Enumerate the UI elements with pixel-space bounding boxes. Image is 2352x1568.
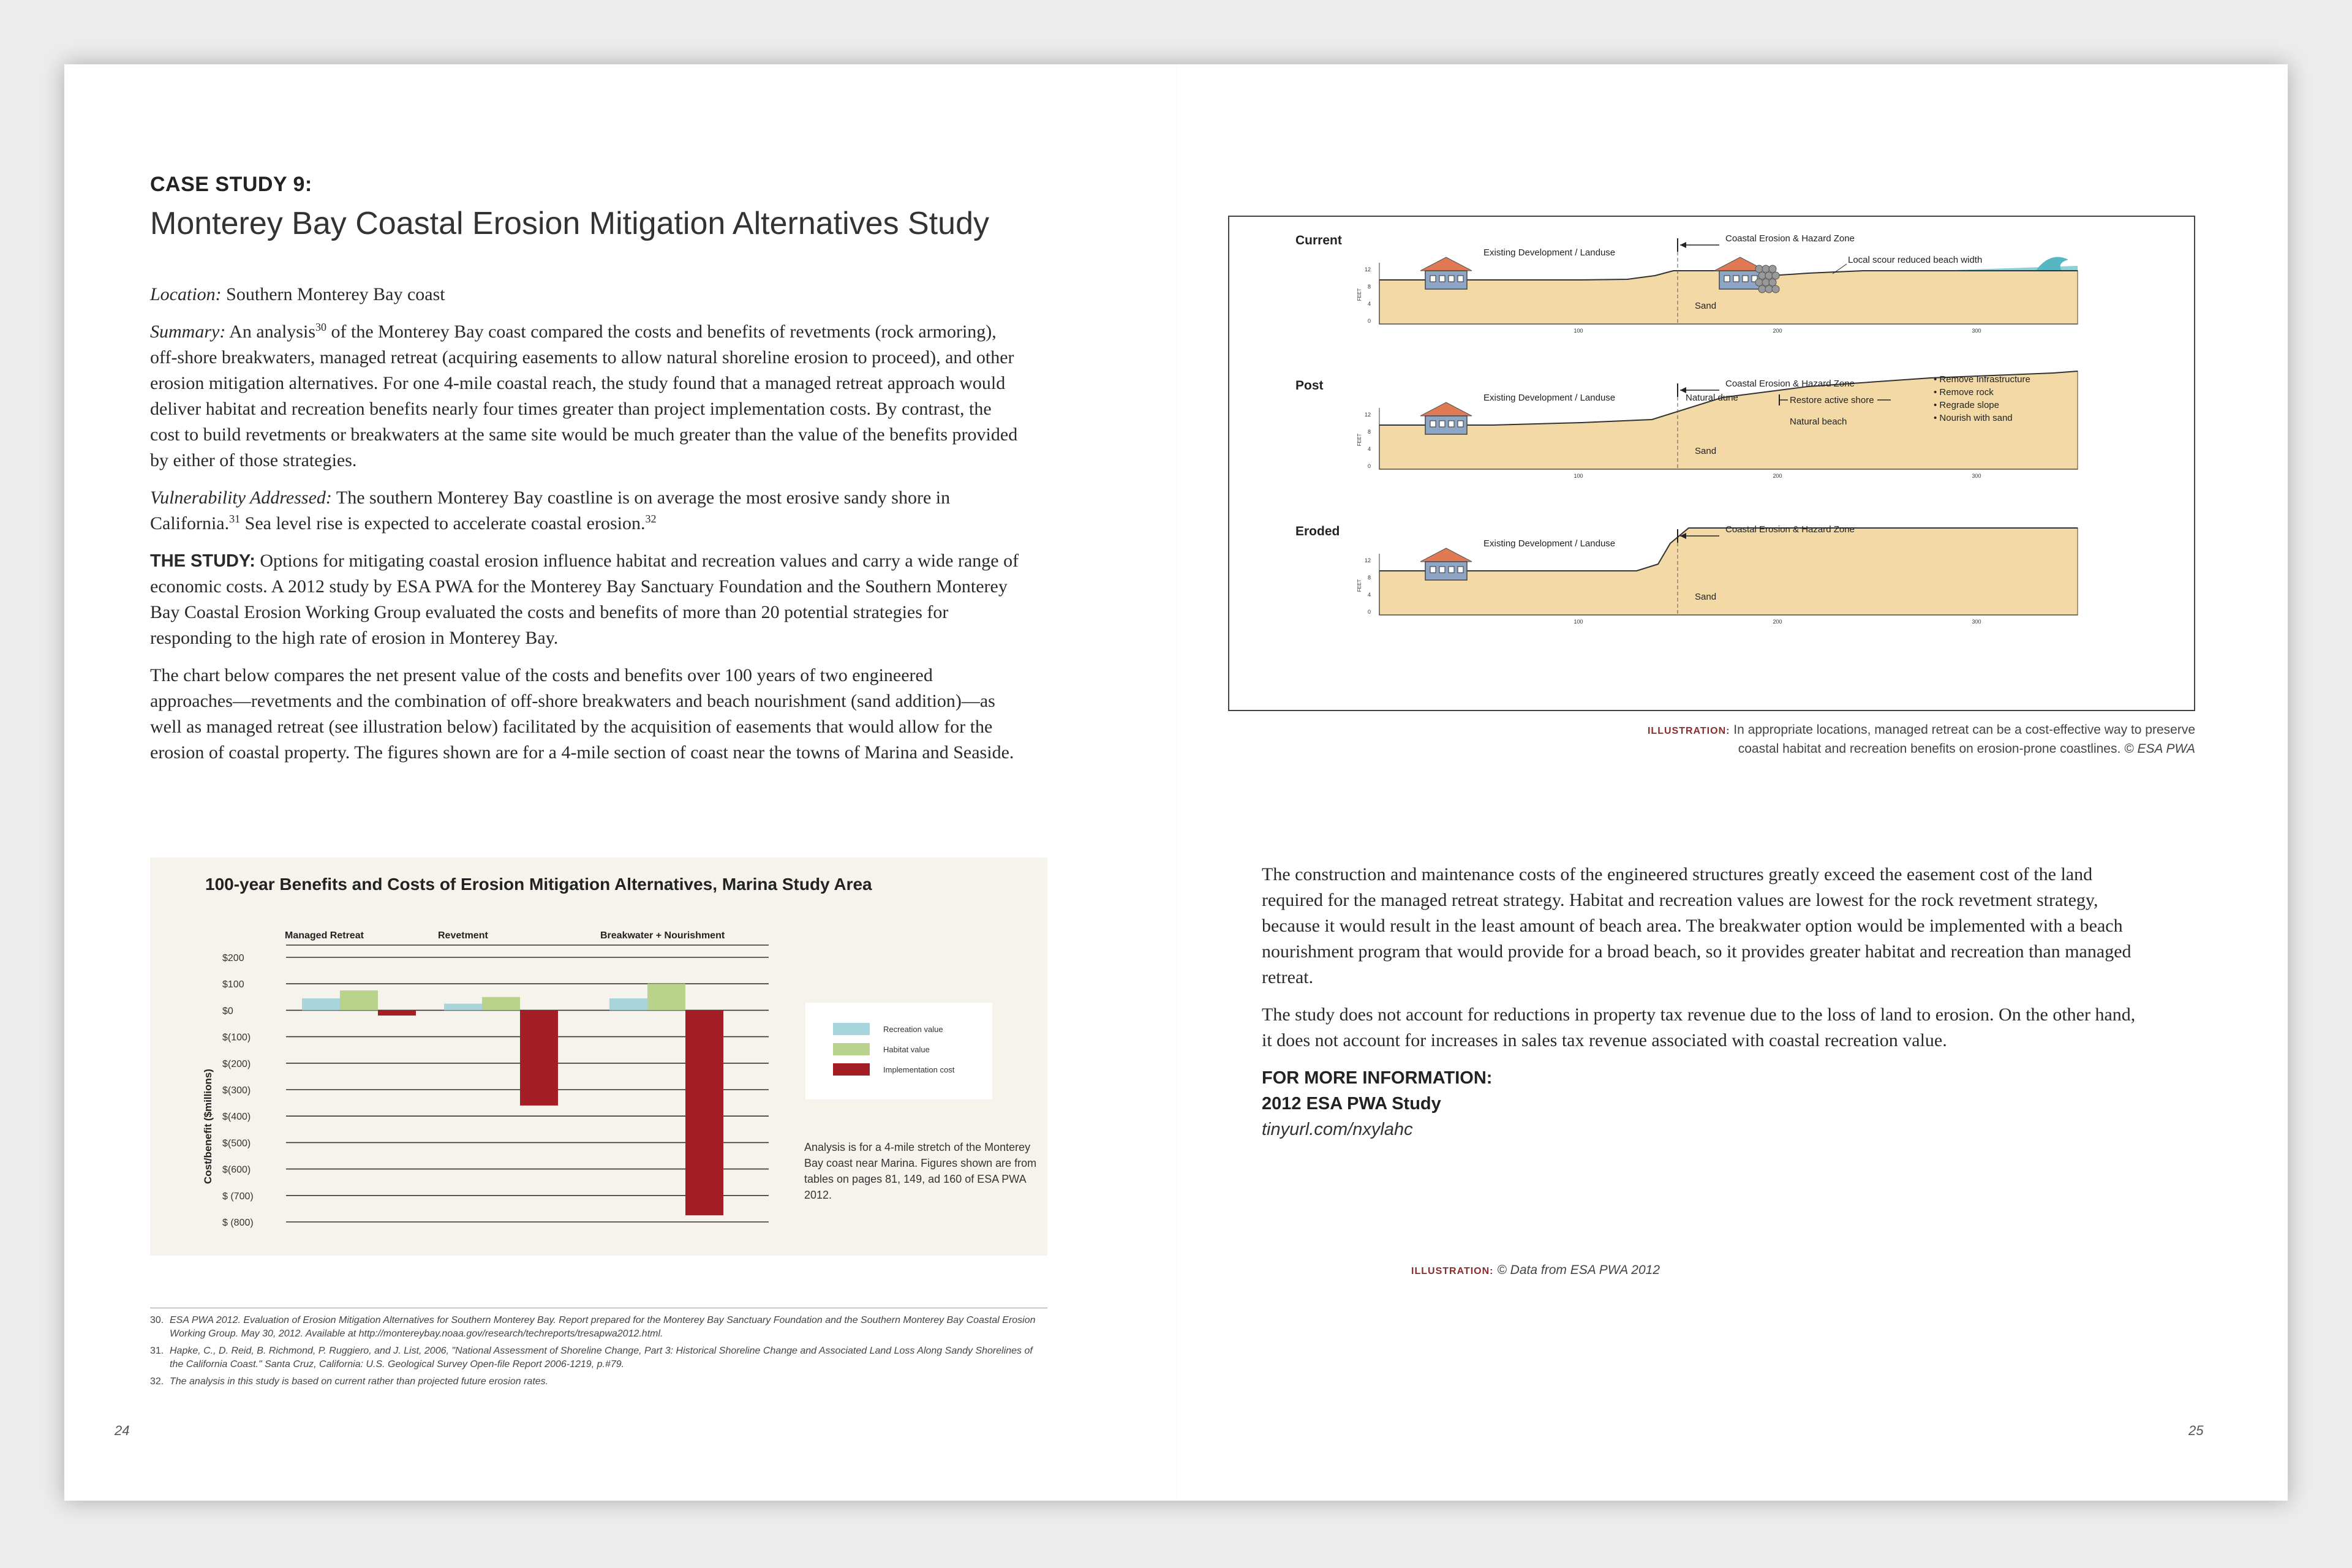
summary-text-b: of the Monterey Bay coast compared the costs and benefits of revetments (rock armoring), off-shore breakwaters, managed retreat (acquiring easements to allow natural shoreline erosion to proceed), and other erosion mitigation alternatives. For one 4-mile coastal reach, the study found that a managed retreat approach would deliver habitat and recreation benefits nearly four times greater than project implementation costs. By contrast, the cost to build revetments or breakwaters at the same site would be much greater than the value of the benefits provided by either of those strategies.	[150, 322, 1018, 470]
illustration-credit-line1	[1228, 721, 2195, 740]
legend-swatch-habitat	[833, 1043, 870, 1055]
development-label: Existing Development / Landuse	[1483, 247, 1616, 258]
more-info-link[interactable]: tinyurl.com/nxylahc	[1262, 1120, 1413, 1139]
annotation-natural-beach: Natural beach	[1790, 417, 1847, 427]
revetment-rock	[1755, 279, 1763, 286]
bar-habitat-value	[340, 990, 378, 1010]
development-label: Existing Development / Landuse	[1483, 538, 1616, 549]
revetment-rock	[1755, 265, 1763, 273]
y-tick-label: $(500)	[222, 1138, 251, 1149]
y-tick-label: $(100)	[222, 1032, 251, 1043]
y-tick-label: $(300)	[222, 1085, 251, 1096]
footnote-32	[150, 1375, 1044, 1389]
hazard-zone-label: Coastal Erosion & Hazard Zone	[1725, 524, 1855, 535]
revetment-rock	[1758, 285, 1766, 293]
cost-benefit-chart	[150, 858, 1047, 1256]
panel-post	[1295, 371, 2078, 479]
page-number-left: 24	[115, 1423, 130, 1438]
annotation-scour: Local scour reduced beach width	[1848, 255, 1983, 265]
location-text: Southern Monterey Bay coast	[226, 284, 445, 304]
y-tick: 12	[1364, 266, 1371, 273]
sand-label: Sand	[1695, 446, 1717, 456]
bar-recreation-value	[444, 1004, 482, 1011]
illustration-credit-line2	[1228, 740, 2195, 758]
y-tick: 12	[1364, 557, 1371, 564]
revetment-rock	[1769, 265, 1776, 273]
illustration-credit-tag: ILLUSTRATION:	[1647, 726, 1730, 736]
footnote-text: ESA PWA 2012. Evaluation of Erosion Mitigation Alternatives for Southern Monterey Bay. Report prepared for the Monterey Bay Sanctuary Foundation and the Southern Monterey Bay Coastal Erosion Working Group. May 30, 2012. Available at http://montereybay.noaa.gov/research/techreports/tresapwa2012.html.	[170, 1315, 1036, 1339]
category-label: Revetment	[438, 930, 488, 941]
illustration-credit-source: © ESA PWA	[2124, 742, 2195, 756]
more-info-heading: FOR MORE INFORMATION:	[1262, 1068, 1493, 1088]
revetment-rock	[1769, 279, 1776, 286]
cost-comparison-paragraph: The construction and maintenance costs of the engineered structures greatly exceed the easement cost of the land required for the managed retreat strategy. Habitat and recreation values are lowest for the rock revetment strategy, because it would result in the least amount of beach area. The breakwater option would be implemented with a beach nourishment program that would provide for a broad beach, so it provides greater habitat and recreation than managed retreat.	[1262, 864, 2132, 987]
illustration-diagram	[1229, 217, 2194, 710]
house-window	[1430, 276, 1436, 282]
y-tick-label: $ (800)	[222, 1218, 254, 1228]
study-label: THE STUDY:	[150, 551, 255, 571]
y-tick: 4	[1367, 592, 1371, 598]
y-axis-label: Cost/benefit ($millions)	[202, 1069, 214, 1184]
book-spread	[64, 64, 2288, 1501]
house-window	[1458, 421, 1463, 427]
x-tick: 200	[1773, 473, 1782, 479]
bar-habitat-value	[647, 984, 685, 1010]
chart-credit	[793, 1263, 1660, 1278]
footnote-30	[150, 1314, 1044, 1341]
x-tick: 200	[1773, 619, 1782, 625]
strategy-bullet: • Nourish with sand	[1934, 413, 2013, 423]
vulnerability-text-b: Sea level rise is expected to accelerate coastal erosion.	[244, 513, 646, 533]
x-tick: 100	[1574, 473, 1583, 479]
house-window	[1458, 567, 1463, 573]
x-tick: 100	[1574, 328, 1583, 334]
footnote-number: 30.	[150, 1315, 164, 1325]
house-window	[1458, 276, 1463, 282]
house-window	[1430, 567, 1436, 573]
chart-note: Analysis is for a 4-mile stretch of the Monterey Bay coast near Marina. Figures shown are from tables on pages 81, 149, ad 160 of ESA PWA 2012.	[804, 1141, 1037, 1201]
legend-swatch-implementation	[833, 1063, 870, 1076]
footnote-31	[150, 1344, 1044, 1371]
house-window	[1743, 276, 1748, 282]
revetment-rock	[1772, 272, 1779, 279]
legend-swatch-recreation	[833, 1023, 870, 1035]
y-tick: 4	[1367, 446, 1371, 452]
panel-label: Current	[1295, 233, 1342, 247]
house-window	[1724, 276, 1730, 282]
footnote-number: 32.	[150, 1376, 164, 1387]
legend-label-habitat: Habitat value	[883, 1045, 930, 1054]
y-tick: 8	[1367, 575, 1371, 581]
bar-implementation-cost	[520, 1010, 558, 1106]
y-tick: 0	[1367, 609, 1371, 615]
illustration-credit	[1228, 721, 2195, 758]
vulnerability-label: Vulnerability Addressed:	[150, 488, 332, 508]
footnote-text: Hapke, C., D. Reid, B. Richmond, P. Ruggiero, and J. List, 2006, "National Assessment of Shoreline Change, Part 3: Historical Shoreline Change and Associated Land Loss Along Sandy Shorelines of the California Coast." Santa Cruz, California: U.S. Geological Survey Open-file Report 2006-1219, p.#79.	[170, 1346, 1033, 1370]
house-window	[1439, 421, 1445, 427]
y-tick: 12	[1364, 412, 1371, 418]
chart-intro-paragraph: The chart below compares the net present value of the costs and benefits over 100 years of two engineered approaches—revetments and the combination of off-shore breakwaters and beach nourishment (sand addition)—as well as managed retreat (see illustration below) facilitated by the acquisition of easements that would allow for the erosion of coastal property. The figures shown are for a 4-mile section of coast near the towns of Marina and Seaside.	[150, 665, 1014, 763]
panel-current	[1295, 233, 2078, 334]
location-label: Location:	[150, 284, 222, 304]
bar-implementation-cost	[378, 1010, 416, 1016]
y-tick-label: $(600)	[222, 1164, 251, 1175]
y-tick-label: $(200)	[222, 1058, 251, 1069]
y-tick-label: $200	[222, 953, 244, 963]
legend-label-implementation: Implementation cost	[883, 1065, 955, 1074]
revetment-rock	[1762, 265, 1770, 273]
arrow-head	[1680, 242, 1686, 248]
sand-label: Sand	[1695, 301, 1717, 311]
bar-recreation-value	[609, 998, 647, 1010]
house-window	[1733, 276, 1739, 282]
limitations-paragraph: The study does not account for reductions in property tax revenue due to the loss of land to erosion. On the other hand, it does not account for increases in sales tax revenue associated with coastal recreation value.	[1262, 1005, 2136, 1050]
study-text: Options for mitigating coastal erosion influence habitat and recreation values and carry a wide range of economic costs. A 2012 study by ESA PWA for the Monterey Bay Sanctuary Foundation and the Southern Monterey Bay Coastal Erosion Working Group evaluated the costs and benefits of more than 20 potential strategies for responding to the high rate of erosion in Monterey Bay.	[150, 551, 1019, 648]
strategy-bullet: • Regrade slope	[1934, 400, 1999, 410]
category-label: Managed Retreat	[285, 930, 364, 941]
house-window	[1430, 421, 1436, 427]
bar-implementation-cost	[685, 1010, 723, 1215]
summary-label: Summary:	[150, 322, 226, 342]
x-tick: 100	[1574, 619, 1583, 625]
development-label: Existing Development / Landuse	[1483, 393, 1616, 403]
house-window	[1449, 421, 1454, 427]
chart-title: 100-year Benefits and Costs of Erosion Mitigation Alternatives, Marina Study Area	[205, 875, 872, 894]
managed-retreat-illustration	[1228, 216, 2195, 711]
y-tick: 0	[1367, 463, 1371, 469]
vulnerability-paragraph	[150, 485, 1020, 537]
house-window	[1439, 567, 1445, 573]
y-axis-unit: FEET	[1357, 579, 1362, 592]
strategy-bullet: • Remove Infrastructure	[1934, 374, 2030, 385]
revetment-rock	[1765, 272, 1773, 279]
revetment-rock	[1758, 272, 1766, 279]
case-study-label: CASE STUDY 9:	[150, 173, 312, 196]
more-info-title: 2012 ESA PWA Study	[1262, 1094, 1441, 1114]
y-axis-unit: FEET	[1357, 433, 1362, 447]
hazard-zone-label: Coastal Erosion & Hazard Zone	[1725, 379, 1855, 389]
page-number-right: 25	[2188, 1423, 2204, 1438]
house-window	[1449, 276, 1454, 282]
x-tick: 300	[1972, 473, 1981, 479]
hazard-zone-label: Coastal Erosion & Hazard Zone	[1725, 233, 1855, 244]
y-tick: 8	[1367, 284, 1371, 290]
illustration-credit-text-b: coastal habitat and recreation benefits on erosion-prone coastlines.	[1738, 742, 2121, 756]
y-tick: 4	[1367, 301, 1371, 307]
y-tick: 8	[1367, 429, 1371, 435]
annotation-restore: Restore active shore	[1790, 395, 1874, 405]
sand-label: Sand	[1695, 592, 1717, 602]
panel-label: Eroded	[1295, 524, 1340, 538]
y-axis-unit: FEET	[1357, 288, 1362, 301]
panel-label: Post	[1295, 379, 1324, 393]
x-tick: 300	[1972, 328, 1981, 334]
revetment-rock	[1765, 285, 1773, 293]
annotation-dune: Natural dune	[1686, 393, 1738, 403]
x-tick: 300	[1972, 619, 1981, 625]
x-tick: 200	[1773, 328, 1782, 334]
house-window	[1439, 276, 1445, 282]
y-tick-label: $ (700)	[222, 1191, 254, 1202]
summary-text-a: An analysis	[229, 322, 315, 342]
summary-paragraph	[150, 319, 1020, 473]
location-paragraph	[150, 282, 1020, 307]
footnote-number: 31.	[150, 1346, 164, 1356]
y-tick-label: $100	[222, 979, 244, 990]
footnote-text: The analysis in this study is based on current rather than projected future erosion rates.	[170, 1376, 549, 1387]
y-tick-label: $0	[222, 1006, 233, 1017]
gutter	[1176, 64, 1177, 1501]
chart-credit-tag: ILLUSTRATION:	[1411, 1266, 1494, 1276]
revetment-rock	[1762, 279, 1770, 286]
footnote-ref: 31	[229, 513, 241, 525]
bar-recreation-value	[302, 998, 340, 1010]
chart-legend	[805, 1003, 992, 1099]
legend-label-recreation: Recreation value	[883, 1025, 943, 1034]
y-tick-label: $(400)	[222, 1112, 251, 1123]
revetment-rock	[1772, 285, 1779, 293]
category-label: Breakwater + Nourishment	[600, 930, 725, 941]
chart-credit-text: © Data from ESA PWA 2012	[1497, 1263, 1660, 1277]
footnote-ref: 32	[645, 513, 657, 525]
left-body	[150, 282, 1020, 777]
illustration-credit-text-a: In appropriate locations, managed retreat can be a cost-effective way to preserve	[1733, 723, 2195, 737]
right-body	[1262, 862, 2144, 1142]
panel-eroded	[1295, 524, 2078, 625]
strategy-bullet: • Remove rock	[1934, 387, 1994, 398]
y-tick: 0	[1367, 318, 1371, 324]
page-title: Monterey Bay Coastal Erosion Mitigation Alternatives Study	[150, 206, 990, 241]
footnotes	[150, 1314, 1044, 1392]
bar-habitat-value	[482, 997, 520, 1011]
study-paragraph	[150, 548, 1020, 651]
house-window	[1449, 567, 1454, 573]
vulnerability-text-a: The southern Monterey Bay coastline is on average the most erosive sandy shore in California.	[150, 488, 951, 533]
footnote-ref: 30	[315, 321, 326, 333]
